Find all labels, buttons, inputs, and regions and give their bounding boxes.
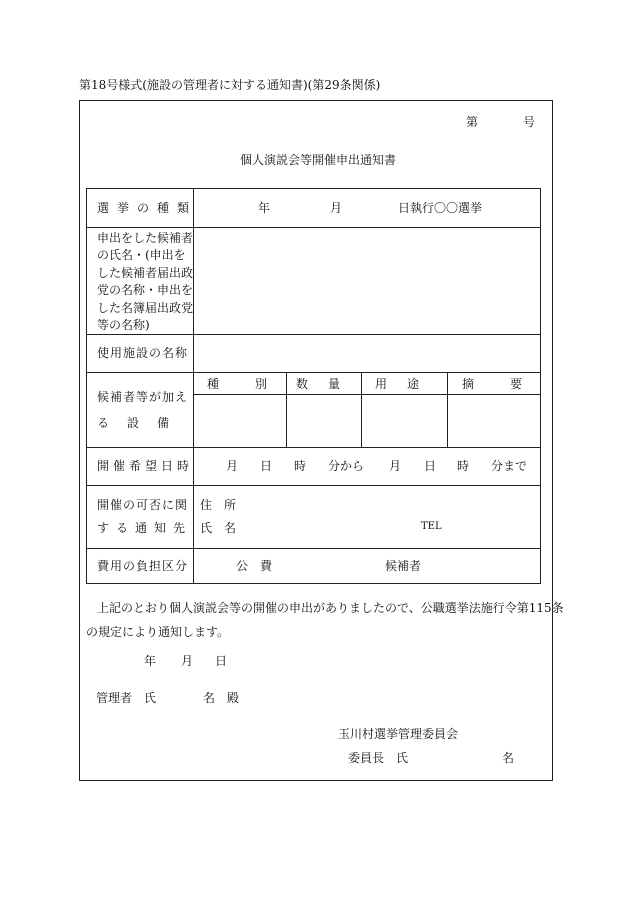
date-year: 年: [144, 654, 157, 668]
election-type-label-text: 選挙の種類: [97, 201, 198, 215]
applicant-label: 申出をした候補者の氏名・(申出をした候補者届出政党の名称・申出をした名簿届出政党等の名称): [97, 231, 194, 332]
election-day-suffix: 日執行〇〇選挙: [398, 201, 483, 215]
body-text-line2: の規定により通知します。: [86, 625, 230, 639]
row-divider: [86, 548, 541, 549]
tel-label: TEL: [421, 521, 442, 532]
chair-name-suffix: 名: [502, 751, 515, 765]
chair-label: 委員長 氏: [348, 751, 409, 765]
equipment-label-line1: 候補者等が加え: [97, 390, 189, 404]
manager-label: 管理者 氏: [96, 691, 157, 705]
body-text-line1: 上記のとおり個人演説会等の開催の申出がありましたので、公職選挙法施行令第115条: [97, 601, 564, 615]
notify-label-line1: 開催の可否に関: [97, 498, 189, 512]
number-dai: 第: [466, 115, 479, 129]
dt-minute-from: 分から: [328, 459, 365, 473]
manager-name-suffix: 名 殿: [203, 691, 240, 705]
equipment-label-line2: る 設 備: [97, 416, 173, 430]
dt-hour-to: 時: [457, 459, 470, 473]
equipment-header-divider: [193, 394, 541, 395]
dt-hour-from: 時: [294, 459, 307, 473]
election-month: 月: [330, 201, 343, 215]
address-label: 住 所: [200, 498, 237, 512]
cost-label: 費用の負担区分: [97, 559, 189, 573]
document-title: 個人演説会等開催申出通知書: [240, 153, 397, 167]
dt-month-to: 月: [389, 459, 402, 473]
equipment-kind-header: 種 別: [207, 377, 272, 391]
election-year: 年: [258, 201, 271, 215]
label-column-divider: [193, 188, 194, 584]
equipment-note-header: 摘 要: [462, 377, 527, 391]
cost-public: 公 費: [236, 559, 273, 573]
date-month: 月: [181, 654, 194, 668]
dt-day-from: 日: [260, 459, 273, 473]
dt-month-from: 月: [226, 459, 239, 473]
number-go: 号: [523, 115, 536, 129]
equipment-use-header: 用 途: [375, 377, 424, 391]
election-type-label: [97, 202, 203, 214]
equipment-column-divider: [286, 372, 287, 447]
row-divider: [86, 227, 541, 228]
dt-minute-to: 分まで: [491, 459, 528, 473]
row-divider: [86, 485, 541, 486]
committee-name: 玉川村選挙管理委員会: [338, 727, 459, 741]
equipment-column-divider: [361, 372, 362, 447]
cost-candidate: 候補者: [385, 559, 422, 573]
row-divider: [86, 372, 541, 373]
datetime-label: 開催希望日時: [97, 459, 194, 473]
equipment-qty-header: 数 量: [296, 377, 345, 391]
row-divider: [86, 447, 541, 448]
form-number-header: 第18号様式(施設の管理者に対する通知書)(第29条関係): [79, 78, 381, 92]
facility-name-label: 使用施設の名称: [97, 346, 189, 360]
name-label: 氏 名: [200, 521, 237, 535]
dt-day-to: 日: [424, 459, 437, 473]
date-day: 日: [215, 654, 228, 668]
notify-label-line2: する通知先: [97, 521, 193, 535]
equipment-column-divider: [447, 372, 448, 447]
